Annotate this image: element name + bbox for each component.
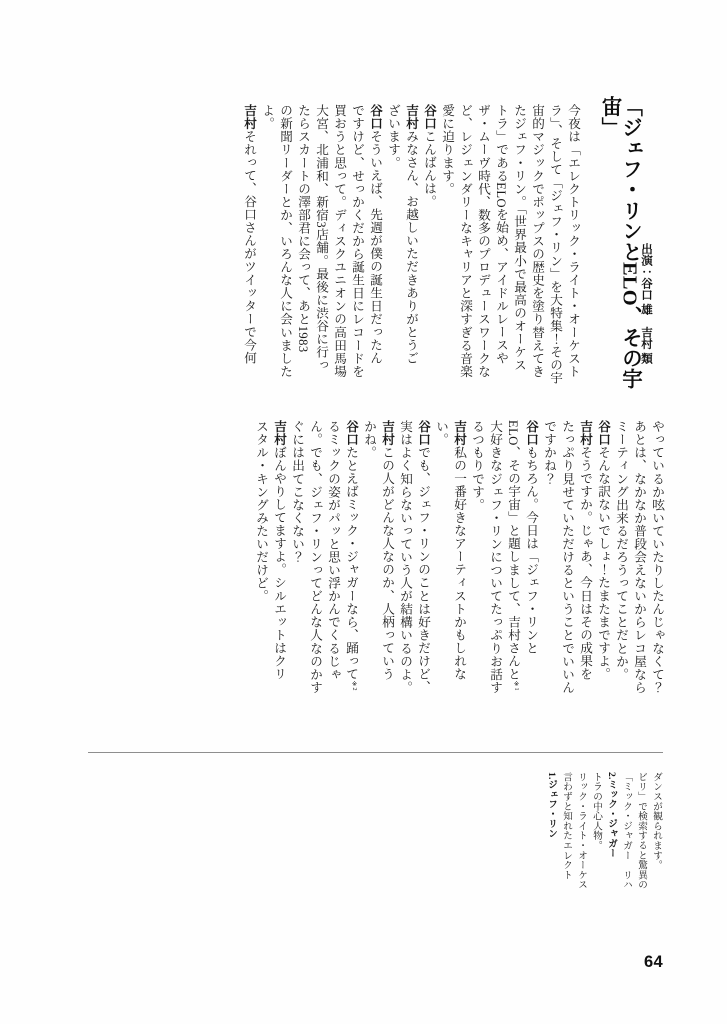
transcript-text: 私の一番好きなアーティストかもしれな [452, 445, 466, 681]
lead-column: 今夜は「エレクトリック・ライト・オーケスト [566, 104, 580, 378]
transcript-column [339, 420, 357, 738]
transcript-text: もちろん。今日は「ジェフ・リンと [524, 445, 538, 655]
transcript-column [417, 104, 435, 404]
transcript-text: そういえば、先週が僕の誕生日だったん [368, 129, 382, 365]
speaker-name: 吉村 [452, 420, 466, 446]
transcript-column [537, 420, 555, 738]
transcript-column [255, 104, 273, 404]
transcript-column [345, 104, 363, 404]
lead-column: ザ・ムーヴ時代、数多のプロデュースワークな [476, 104, 490, 378]
transcript-column [375, 420, 393, 738]
transcript-column [519, 420, 537, 738]
transcript-column [267, 420, 285, 738]
transcript-column [309, 104, 327, 404]
cast-line: 出演：谷口 雄 吉村 類 [640, 243, 652, 364]
transcript-column [555, 420, 573, 738]
lead-column: ど、レジェンダリーなキャリアと深すぎる音楽 [458, 104, 472, 378]
transcript-column [291, 104, 309, 404]
transcript-text: い。 [434, 420, 448, 447]
footnote-column: ビリ」で検索すると驚異の [636, 772, 647, 890]
footnote-column: 言わずと知れたエレクト [561, 772, 572, 880]
transcript-column [399, 104, 417, 404]
speaker-name: 吉村 [380, 420, 394, 446]
transcript-text: るミックの姿がパッと思い浮かんでくるじゃ [326, 420, 340, 681]
speaker-name: 吉村 [272, 420, 286, 446]
speaker-name: 谷口 [422, 104, 436, 130]
transcript-text: たとえばミック・ジャガーなら、踊って [344, 445, 358, 681]
transcript-text: スタル・キングみたいだけど。 [254, 420, 268, 603]
transcript-text: 大宮、北浦和、新宿3店舗。最後に渋谷に行っ [314, 104, 328, 372]
transcript-text: やっているか呟いていたりしたんじゃなくて？ [650, 420, 664, 694]
footnote-column: リック・ライト・オーケス [576, 772, 587, 890]
speaker-name: 谷口 [596, 420, 610, 446]
transcript-column [357, 420, 375, 738]
transcript-column [273, 104, 291, 404]
transcript-text: ん。でも、ジェフ・リンってどんな人なのかす [308, 420, 322, 694]
transcript-column [285, 420, 303, 738]
transcript-text: ELO、その宇宙」と題しまして、吉村さんと [506, 420, 520, 681]
transcript-column [321, 420, 339, 738]
transcript-text: 大好きなジェフ・リンについてたっぷりお話す [488, 420, 502, 694]
speaker-name: 谷口 [416, 420, 430, 446]
footnote-column: 1.ジェフ・リン [546, 772, 557, 839]
transcript-column [249, 420, 267, 738]
transcript-column [627, 420, 645, 738]
transcript-column [447, 420, 465, 738]
transcript-text: ざいます。 [386, 104, 400, 170]
transcript-column [411, 420, 429, 738]
footnotes-block [541, 772, 661, 892]
transcript-column [501, 420, 519, 738]
body-bottom-columns [86, 420, 663, 738]
speaker-name: 谷口 [368, 104, 382, 130]
transcript-text: 実はよく知らないっていう人が結構いるのよ。 [398, 420, 412, 694]
transcript-column [327, 104, 345, 404]
speaker-name: 吉村 [404, 104, 418, 130]
title-block [599, 96, 654, 396]
transcript-text: ぼんやりしてますよ。シルエットはクリ [272, 445, 286, 681]
footnote-divider [88, 752, 663, 753]
transcript-text: こんばんは。 [422, 129, 436, 208]
transcript-text: ぐには出てこなくない？ [290, 420, 304, 564]
speaker-name: 谷口 [524, 420, 538, 446]
transcript-text: よ。 [260, 104, 274, 131]
transcript-text: の新聞リーダーとか、いろんな人に会いました [278, 104, 292, 378]
lead-column: ラ」、そして「ジェフ・リン」を大特集！その宇 [548, 104, 562, 385]
page-number: 64 [643, 953, 663, 971]
transcript-column [645, 420, 663, 738]
footnote-column: 「ミック・ジャガー リハ [621, 772, 632, 890]
transcript-text: 買おうと思って。ディスクユニオンの高田馬場 [332, 104, 346, 378]
footnote-marker-1: ※1 [513, 680, 519, 691]
transcript-text: でも、ジェフ・リンのことは好きだけど、 [416, 445, 430, 694]
footnote-marker-2: ※2 [351, 680, 357, 691]
transcript-text: ですかね？ [542, 420, 556, 486]
lead-column: 宙的マジックでポップスの歴史を塗り替えてき [530, 104, 544, 378]
transcript-text: それって、谷口さんがツイッターで今何 [242, 129, 256, 365]
transcript-text: みなさん、お越しいただきありがとうご [404, 129, 418, 365]
footnote-column: 2.ミック・ジャガー [606, 772, 617, 858]
speaker-name: 吉村 [242, 104, 256, 130]
transcript-column [609, 420, 627, 738]
lead-column: トラ」であるELOを始め、アイドルレースや [494, 104, 508, 365]
transcript-column [363, 104, 381, 404]
transcript-text: るつもりです。 [470, 420, 484, 512]
transcript-column [393, 420, 411, 738]
transcript-text: ミーティング出来るだろうってことだとか。 [614, 420, 628, 681]
transcript-column [429, 420, 447, 738]
transcript-column [381, 104, 399, 404]
transcript-column [573, 420, 591, 738]
speaker-name: 吉村 [578, 420, 592, 446]
transcript-text: そうですか。じゃあ、今日はその成果を [578, 445, 592, 681]
transcript-text: あとは、なかなか普段会えないからレコ屋なら [632, 420, 646, 694]
transcript-text: そんな訳ないでしょ！たまたまですよ。 [596, 445, 610, 681]
speaker-name: 谷口 [344, 420, 358, 446]
transcript-column [465, 420, 483, 738]
page-title: 「ジェフ・リンとELO、その宇宙」 [598, 96, 641, 389]
transcript-column [483, 420, 501, 738]
transcript-column [303, 420, 321, 738]
transcript-text: この人がどんな人なのか、人柄っていう [380, 445, 394, 681]
lead-column: 愛に迫ります。 [440, 104, 454, 196]
transcript-column [591, 420, 609, 738]
body-top-columns [86, 104, 579, 404]
footnote-column: トラの中心人物。 [591, 772, 602, 851]
transcript-text: かね。 [362, 420, 376, 460]
transcript-text: たらスカートの澤部君に会って、あと1983 [296, 104, 310, 353]
footnote-column: ダンスが観られます。 [651, 772, 662, 870]
transcript-column [237, 104, 255, 404]
transcript-text: たっぷり見せていただけるということでいいん [560, 420, 574, 694]
transcript-text: ですけど、せっかくだから誕生日にレコードを [350, 104, 364, 378]
lead-column: たジェフ・リン。「世界最小で最高のオーケス [512, 104, 526, 372]
